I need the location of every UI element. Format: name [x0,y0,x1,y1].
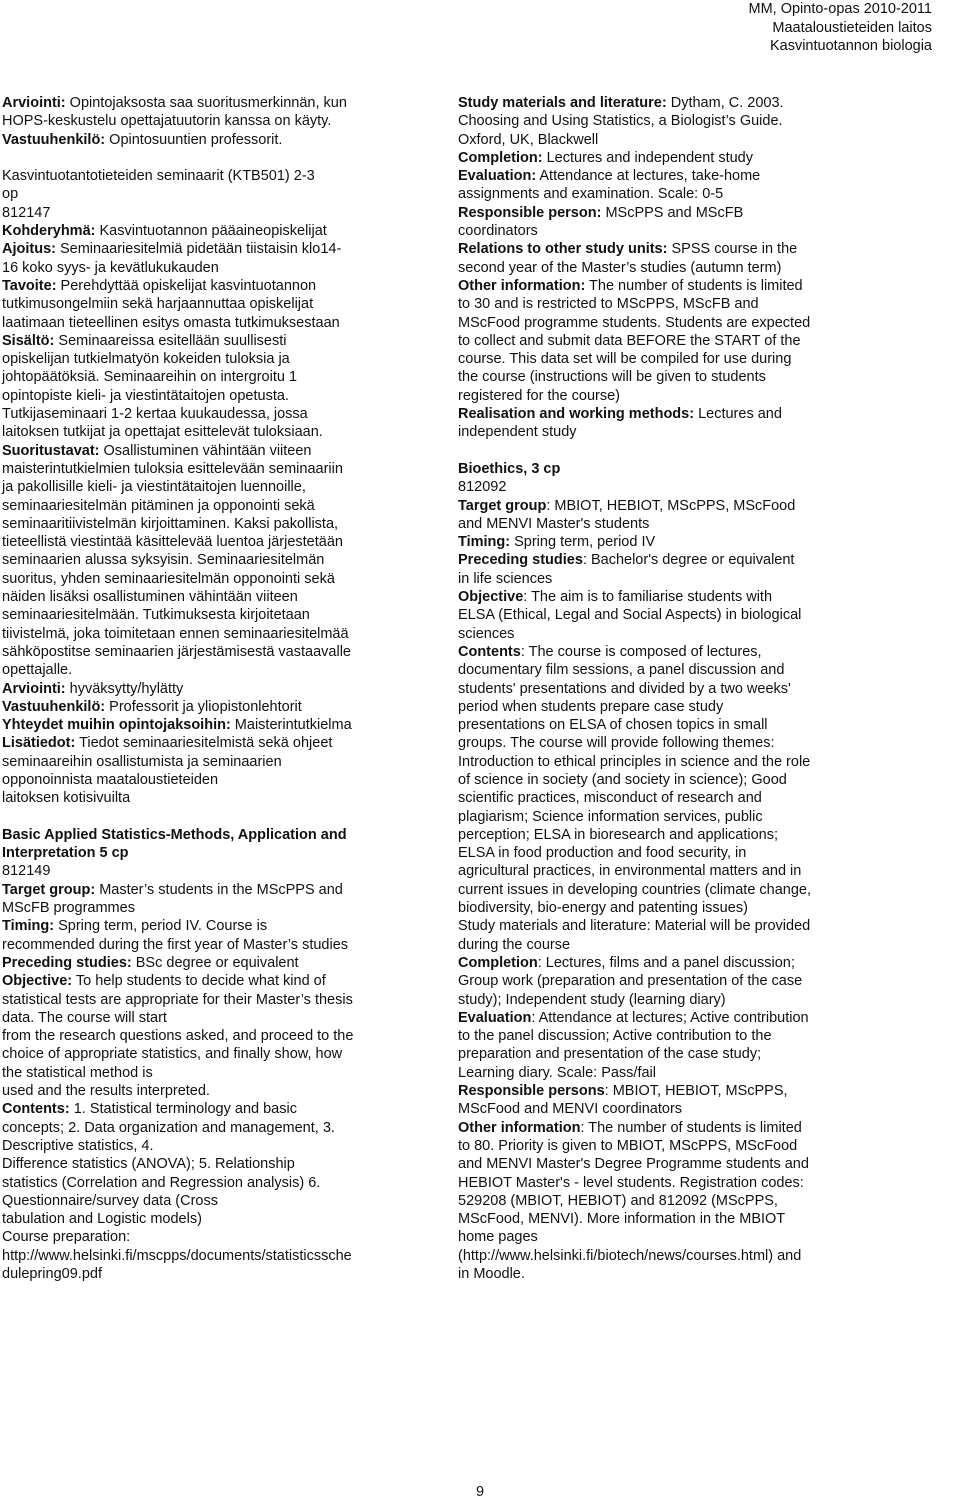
bold-label: Yhteydet muihin opintojaksoihin: [2,717,231,734]
bold-label: Objective: [2,973,73,990]
line-text: johtopäätöksiä. Seminaareihin on intergroitu 1 [2,369,298,386]
text-line [458,1100,928,1118]
text-line [2,515,422,533]
bold-label: Responsible person: [458,204,602,221]
text-line [458,295,928,313]
line-text: coordinators [458,223,538,240]
line-text: ELSA in food production and food security, in [458,845,747,862]
text-line [458,570,928,588]
line-text: Dytham, C. 2003. [666,95,784,111]
bold-label: Other information: [458,277,586,294]
line-text: used and the results interpreted. [2,1083,210,1100]
text-line [2,734,422,752]
text-line [458,1064,928,1082]
line-text: second year of the Master’s studies (autumn term) [458,259,782,276]
text-line [458,350,928,368]
line-text: Maisterintutkielma [230,717,352,734]
line-text: 1. Statistical terminology and basic [69,1101,297,1118]
text-line [458,533,928,551]
line-text: Kasvintuotantotieteiden seminaarit (KTB501) 2-3 [2,168,315,185]
text-line [458,899,928,917]
text-line [2,350,422,368]
text-line [458,625,928,643]
text-line [2,167,422,185]
text-line [458,423,928,441]
line-text: : MBIOT, HEBIOT, MScPPS, [604,1083,788,1100]
bold-label: Bioethics, 3 cp [458,460,561,477]
text-line [458,1027,928,1045]
line-text: 812092 [458,479,507,496]
bold-label: Objective [458,589,524,606]
text-line [2,1027,422,1045]
text-line [2,862,422,880]
line-text: course. This data set will be compiled for use during [458,351,792,368]
line-text: : MBIOT, HEBIOT, MScPPS, MScFood [546,497,796,514]
text-line [2,643,422,661]
text-line [458,222,928,240]
bold-label: Responsible persons [458,1083,605,1100]
text-line [458,753,928,771]
bold-label: Arviointi: [2,680,66,697]
text-line [458,643,928,661]
line-text: ja pakollisille kieli- ja viestintätaitojen luennoille, [2,479,306,496]
bold-label: Lisätiedot: [2,735,76,752]
text-line [2,1247,422,1265]
text-line [458,881,928,899]
text-line [2,1228,422,1246]
bold-label: Study materials and literature: [458,95,667,111]
line-text: documentary film sessions, a panel discussion and [458,662,785,679]
text-line [2,1137,422,1155]
paragraph-gap [458,442,928,460]
text-line [2,314,422,332]
line-text: to the panel discussion; Active contribution to the [458,1028,772,1045]
text-line [2,1192,422,1210]
text-line [2,1082,422,1100]
line-text: to 80. Priority is given to MBIOT, MScPPS, MScFood [458,1137,798,1154]
line-text: opiskelijan tutkielmatyön kokeiden tuloksia ja [2,351,290,368]
text-line [458,588,928,606]
line-text: 529208 (MBIOT, HEBIOT) and 812092 (MScPPS, [458,1192,778,1209]
text-line [458,1174,928,1192]
text-line [458,972,928,990]
line-text: maisterintutkielmien tuloksia esittelevään seminaariin [2,460,343,477]
text-line [2,954,422,972]
line-text: statistical tests are appropriate for their Master’s thesis [2,991,353,1008]
text-line [2,1210,422,1228]
text-line [458,1247,928,1265]
line-text: Lectures and independent study [542,149,753,166]
text-line [458,1082,928,1100]
line-text: seminaariesitelmän pitäminen ja opponointi sekä [2,497,315,514]
line-text: MScPPS and MScFB [601,204,744,221]
text-line [2,1119,422,1137]
line-text: current issues in developing countries (climate change, [458,881,812,898]
text-line [458,112,928,130]
text-line [458,844,928,862]
line-text: 16 koko syys- ja kevätlukukauden [2,259,219,276]
text-line [2,368,422,386]
line-text: registered for the course) [458,387,620,404]
text-line [458,734,928,752]
line-text: hyväksytty/hylätty [65,680,184,697]
text-line [458,716,928,734]
page-number: 9 [475,1484,485,1500]
bold-label: Completion: [458,149,543,166]
line-text: http://www.helsinki.fi/mscpps/documents/statisticssche [2,1247,352,1264]
line-text: Learning diary. Scale: Pass/fail [458,1064,657,1081]
line-text: näiden lisäksi osallistuminen vähintään viiteen [2,589,298,606]
line-text: laitoksen kotisivuilta [2,790,131,807]
line-text: dulepring09.pdf [2,1266,102,1282]
text-line [2,277,422,295]
text-line [458,936,928,954]
line-text: MScFood programme students. Students are expected [458,314,811,331]
text-line [2,899,422,917]
text-line [458,405,928,423]
text-line [2,94,422,112]
bold-label: Preceding studies [458,552,583,569]
line-text: MScFood and MENVI coordinators [458,1101,683,1118]
text-line [2,936,422,954]
text-line [458,808,928,826]
line-text: to 30 and is restricted to MScPPS, MScFB and [458,296,759,313]
text-line [2,185,422,203]
text-line [458,387,928,405]
text-line [458,1192,928,1210]
line-text: Attendance at lectures, take-home [536,168,761,185]
line-text: Seminaariesitelmiä pidetään tiistaisin klo14- [55,241,342,258]
line-text: presentations on ELSA of chosen topics in small [458,717,768,734]
line-text: biodiversity, bio-energy and patenting issues) [458,900,748,917]
line-text: Professorit ja yliopistonlehtorit [105,698,302,715]
header-line-3: Kasvintuotannon biologia [769,38,932,54]
text-line [458,1155,928,1173]
text-line [458,1265,928,1283]
text-line [2,533,422,551]
line-text: scientific practices, misconduct of research and [458,790,762,807]
line-text: Study materials and literature: Material will be provided [458,918,811,935]
text-line [458,368,928,386]
line-text: recommended during the first year of Master’s studies [2,936,349,953]
line-text: choice of appropriate statistics, and finally show, how [2,1046,343,1063]
line-text: in Moodle. [458,1266,525,1282]
text-line [458,185,928,203]
text-line [2,131,422,149]
line-text: BSc degree or equivalent [131,954,299,971]
line-text: groups. The course will provide following themes: [458,735,775,752]
line-text: : Bachelor's degree or equivalent [582,552,795,569]
line-text: Osallistuminen vähintään viiteen [99,442,312,459]
bold-label: Arviointi: [2,95,66,111]
line-text: preparation and presentation of the case study; [458,1046,762,1063]
text-line [2,753,422,771]
text-line [2,423,422,441]
line-text: home pages [458,1229,538,1246]
line-text: statistics (Correlation and Regression analysis) 6. [2,1174,321,1191]
line-text: Master’s students in the MScPPS and [95,881,343,898]
text-line [2,551,422,569]
paragraph-gap [2,149,422,167]
text-line [2,1155,422,1173]
text-line [2,295,422,313]
line-text: seminaarien alussa syksyisin. Seminaariesitelmän [2,552,325,569]
page-header [748,0,932,56]
text-line [458,332,928,350]
line-text: from the research questions asked, and proceed to the [2,1028,354,1045]
bold-label: Timing: [2,918,55,935]
line-text: of science in society (and society in science); Good [458,771,787,788]
left-column [2,94,422,1283]
text-line [2,1045,422,1063]
text-line [458,1228,928,1246]
line-text: Course preparation: [2,1229,131,1246]
line-text: Opintojaksosta saa suoritusmerkinnän, kun [65,95,347,111]
line-text: To help students to decide what kind of [72,973,326,990]
text-line [458,1119,928,1137]
line-text: to collect and submit data BEFORE the START of the [458,332,801,349]
text-line [458,167,928,185]
bold-label: Contents [458,643,521,660]
text-line [2,387,422,405]
text-line [458,497,928,515]
bold-label: Suoritustavat: [2,442,100,459]
bold-label: Other information [458,1119,581,1136]
line-text: Choosing and Using Statistics, a Biologist’s Guide. [458,113,783,130]
text-line [458,1009,928,1027]
text-line [2,204,422,222]
text-line [2,405,422,423]
text-line [458,240,928,258]
line-text: during the course [458,936,571,953]
bold-label: Completion [458,954,538,971]
line-text: Oxford, UK, Blackwell [458,131,599,148]
line-text: 812147 [2,204,51,221]
line-text: ELSA (Ethical, Legal and Social Aspects) in biological [458,607,802,624]
line-text: perception; ELSA in bioresearch and applications; [458,826,779,843]
text-line [458,277,928,295]
text-line [458,661,928,679]
text-line [458,771,928,789]
text-line [458,1045,928,1063]
text-line [458,204,928,222]
line-text: opettajalle. [2,662,73,679]
text-line [458,259,928,277]
line-text: sähköpostitse seminaarien järjestämisestä vastaavalle [2,643,351,660]
text-line [2,789,422,807]
bold-label: Tavoite: [2,277,57,294]
text-line [2,1009,422,1027]
line-text: Tiedot seminaariesitelmistä sekä ohjeet [75,735,333,752]
line-text: the statistical method is [2,1064,153,1081]
bold-label: Preceding studies: [2,954,132,971]
line-text: MScFood, MENVI). More information in the MBIOT [458,1211,786,1228]
line-text: tutkimusongelmiin sekä harjaannuttaa opiskelijat [2,296,314,313]
text-line [2,917,422,935]
line-text: laitoksen tutkijat ja opettajat esittelevät tuloksiaan. [2,424,323,441]
bold-label: Evaluation: [458,168,537,185]
line-text: assignments and examination. Scale: 0-5 [458,186,724,203]
text-line [2,112,422,130]
line-text: Tutkijaseminaari 1-2 kertaa kuukaudessa, jossa [2,406,308,423]
line-text: the course (instructions will be given to students [458,369,766,386]
line-text: Lectures and [694,406,782,423]
text-line [2,1174,422,1192]
text-line [2,240,422,258]
line-text: laatimaan tieteellinen esitys omasta tutkimuksestaan [2,314,340,331]
line-text: Opintosuuntien professorit. [105,131,283,148]
text-line [458,606,928,624]
line-text: : The course is composed of lectures, [520,643,762,660]
line-text: : Attendance at lectures; Active contribution [531,1009,809,1026]
line-text: seminaariesitelmään. Tutkimuksesta kirjoitetaan [2,607,310,624]
text-line [458,789,928,807]
line-text: and MENVI Master's students [458,515,650,532]
line-text: tabulation and Logistic models) [2,1211,202,1228]
bold-label: Ajoitus: [2,241,56,258]
text-line [2,881,422,899]
line-text: Difference statistics (ANOVA); 5. Relationship [2,1156,295,1173]
line-text: plagiarism; Science information services, public [458,808,763,825]
text-line [2,716,422,734]
text-line [458,94,928,112]
bold-label: Kohderyhmä: [2,223,96,240]
line-text: data. The course will start [2,1009,167,1026]
text-line [458,954,928,972]
line-text: Kasvintuotannon pääaineopiskelijat [95,223,327,240]
line-text: op [2,186,19,203]
line-text: 812149 [2,863,51,880]
text-line [2,972,422,990]
bold-label: Realisation and working methods: [458,406,695,423]
text-line [458,862,928,880]
text-line [2,625,422,643]
text-line [458,149,928,167]
right-column [458,94,928,1283]
text-line [2,442,422,460]
line-text: SPSS course in the [667,241,798,258]
text-line [458,460,928,478]
line-text: Perehdyttää opiskelijat kasvintuotannon [56,277,317,294]
line-text: concepts; 2. Data organization and management, 3. [2,1119,335,1136]
line-text: : Lectures, films and a panel discussion; [537,954,795,971]
line-text: HOPS-keskustelu opettajatuutorin kanssa on käyty. [2,113,332,130]
line-text: in life sciences [458,570,553,587]
line-text: HEBIOT Master's - level students. Registration codes: [458,1174,804,1191]
line-text: tiivistelmä, joka toimitetaan ennen seminaariesitelmää [2,625,349,642]
paragraph-gap [2,808,422,826]
text-line [2,460,422,478]
text-line [458,991,928,1009]
header-line-1: MM, Opinto-opas 2010-2011 [748,1,932,17]
text-line [2,332,422,350]
line-text: (http://www.helsinki.fi/biotech/news/courses.html) and [458,1247,802,1264]
text-line [458,1210,928,1228]
bold-label: Vastuuhenkilö: [2,131,106,148]
text-line [2,991,422,1009]
text-line [2,606,422,624]
bold-label: Target group [458,497,547,514]
line-text: Descriptive statistics, 4. [2,1137,154,1154]
text-line [2,661,422,679]
text-line [2,497,422,515]
bold-label: Sisältö: [2,332,55,349]
line-text: Questionnaire/survey data (Cross [2,1192,218,1209]
header-line-2: Maataloustieteiden laitos [772,19,932,36]
text-line [458,698,928,716]
text-line [2,478,422,496]
text-line [2,680,422,698]
line-text: students' presentations and divided by a two weeks' [458,680,791,697]
line-text: Introduction to ethical principles in science and the role [458,753,811,770]
text-line [2,588,422,606]
line-text: MScFB programmes [2,900,135,917]
line-text: agricultural practices, in environmental matters and in [458,863,802,880]
bold-label: Target group: [2,881,96,898]
text-line [2,222,422,240]
bold-label: Basic Applied Statistics-Methods, Application and [2,826,347,843]
bold-label: Relations to other study units: [458,241,668,258]
text-line [2,570,422,588]
line-text: The number of students is limited [585,277,803,294]
text-line [2,698,422,716]
bold-label: Timing: [458,534,511,551]
line-text: tieteellistä viestintää käsittelevää luentoa järjestetään [2,534,343,551]
line-text: opponoinnista maataloustieteiden [2,771,219,788]
bold-label: Interpretation 5 cp [2,845,129,862]
line-text: Spring term, period IV. Course is [54,918,268,935]
line-text: Group work (preparation and presentation of the case [458,973,803,990]
text-line [2,1265,422,1283]
text-line [2,844,422,862]
text-line [458,314,928,332]
bold-label: Contents: [2,1101,70,1118]
text-line [458,478,928,496]
text-line [458,551,928,569]
line-text: independent study [458,424,577,441]
text-line [458,826,928,844]
line-text: opintopiste kieli- ja viestintätaitojen opetusta. [2,387,289,404]
line-text: and MENVI Master's Degree Programme students and [458,1156,809,1173]
text-line [458,917,928,935]
line-text: study); Independent study (learning diary) [458,991,726,1008]
text-line [2,771,422,789]
text-line [2,826,422,844]
line-text: Spring term, period IV [510,534,656,551]
text-line [2,259,422,277]
line-text: : The number of students is limited [580,1119,802,1136]
text-line [458,1137,928,1155]
line-text: Seminaareissa esitellään suullisesti [54,332,287,349]
line-text: : The aim is to familiarise students with [523,589,773,606]
line-text: suoritus, yhden seminaariesitelmän opponointi sekä [2,570,335,587]
line-text: sciences [458,625,515,642]
bold-label: Vastuuhenkilö: [2,698,106,715]
text-line [2,1100,422,1118]
line-text: seminaareihin osallistumista ja seminaarien [2,753,282,770]
text-line [458,131,928,149]
line-text: seminaaritiivistelmän kirjoittaminen. Kaksi pakollista, [2,515,339,532]
text-line [458,515,928,533]
text-line [458,680,928,698]
text-line [2,1064,422,1082]
bold-label: Evaluation [458,1009,532,1026]
line-text: period when students prepare case study [458,698,724,715]
